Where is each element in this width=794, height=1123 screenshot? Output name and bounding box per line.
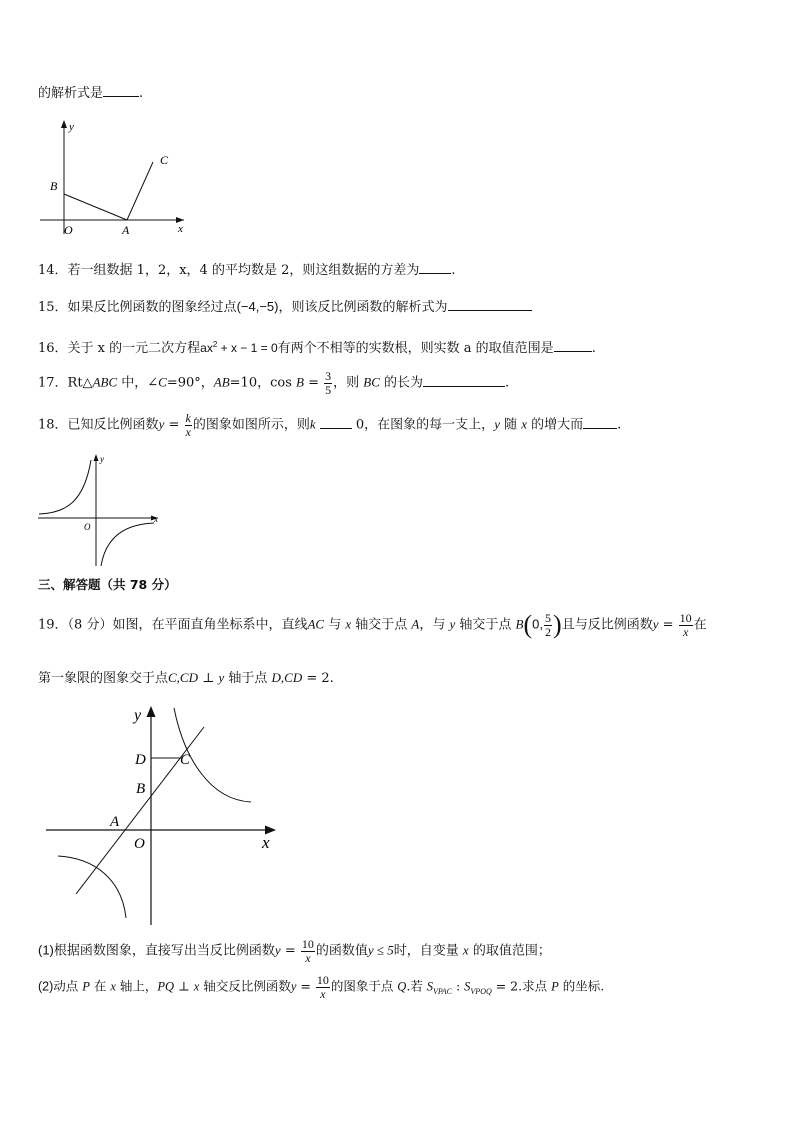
fig13-O-label: O	[64, 223, 73, 237]
question-19-line1: 19．（8 分）如图，在平面直角坐标系中，直线AC 与 x 轴交于点 A，与 y 轴交于点 B(0, $\frac{5}{2}$ )且与反比例函数y = $\frac{10}{x}$ 在	[38, 610, 707, 640]
fig19-B-label: B	[136, 781, 146, 797]
answer-blank	[423, 374, 505, 387]
fig19-O-label: O	[134, 836, 145, 852]
figure-q13	[36, 116, 196, 238]
fig13-y-label: y	[69, 121, 74, 133]
fig13-A-label: A	[122, 223, 130, 237]
fraction-10-x: $\frac{10}{x}$	[316, 973, 329, 1001]
fig19-A-label: A	[110, 814, 120, 830]
question-19-part2: (2)动点 P 在 x 轴上，PQ ⊥ x 轴交反比例函数y = $\frac{10}{x}$ 的图象于点 Q.若 $S_{VPAC}$ : $S_{VPOQ} = 2$.求点 P 的坐标.	[38, 973, 605, 1001]
question-17: 17．Rt△ABC 中，∠C=90°，AB=10，cos B = $\frac{3}{5}$ ，则 BC 的长为 .	[38, 369, 510, 397]
fig19-y-label: y	[134, 707, 142, 724]
answer-blank	[554, 339, 592, 352]
fig18-y-label: y	[100, 454, 104, 464]
question-14: 14．若一组数据 1，2，x，4 的平均数是 2，则这组数据的方差为 .	[38, 263, 456, 278]
q13-line: 的解析式是 .	[38, 86, 144, 101]
fig13-C-label: C	[160, 153, 169, 167]
question-19-line2: 第一象限的图象交于点C,CD ⊥ y 轴于点 D,CD = 2.	[38, 670, 334, 686]
answer-blank	[320, 416, 352, 429]
figure-q18	[36, 450, 166, 570]
fig18-O-label: O	[84, 522, 91, 532]
fraction-3-5: $\frac{3}{5}$	[325, 369, 332, 397]
fig19-C-label: C	[180, 752, 191, 768]
question-19-part1: (1)根据函数图象，直接写出当反比例函数y = $\frac{10}{x}$ 的函数值y ≤ 5时，自变量 x 的取值范围；	[38, 937, 551, 965]
fraction-10-x: $\frac{10}{x}$	[301, 937, 314, 965]
fraction-10-x: $\frac{10}{x}$	[679, 611, 692, 639]
question-16: 16．关于 x 的一元二次方程$ax^2 + x - 1 = 0$有两个不相等的实数根，则实数 a 的取值范围是 .	[38, 340, 596, 356]
fig18-x-label: x	[154, 514, 158, 524]
fig13-B-label: B	[50, 179, 58, 193]
fig13-x-label: x	[178, 223, 183, 235]
fraction-k-x: $\frac{k}{x}$	[185, 411, 191, 439]
fig19-D-label: D	[135, 752, 146, 768]
fraction-5-2: $\frac{5}{2}$	[545, 611, 552, 639]
figure-q19	[40, 700, 290, 928]
question-18: 18．已知反比例函数y = $\frac{k}{x}$ 的图象如图所示，则k 0，在图象的每一支上，y 随 x 的增大而 .	[38, 411, 622, 439]
answer-blank	[583, 416, 617, 429]
fig19-x-label: x	[262, 833, 270, 852]
answer-blank	[448, 298, 532, 311]
question-15: 15．如果反比例函数的图象经过点(−4,−5)，则该反比例函数的解析式为	[38, 298, 532, 316]
section-3-heading: 三、解答题（共 78 分）	[38, 577, 177, 592]
answer-blank	[103, 84, 139, 97]
answer-blank	[419, 261, 451, 274]
